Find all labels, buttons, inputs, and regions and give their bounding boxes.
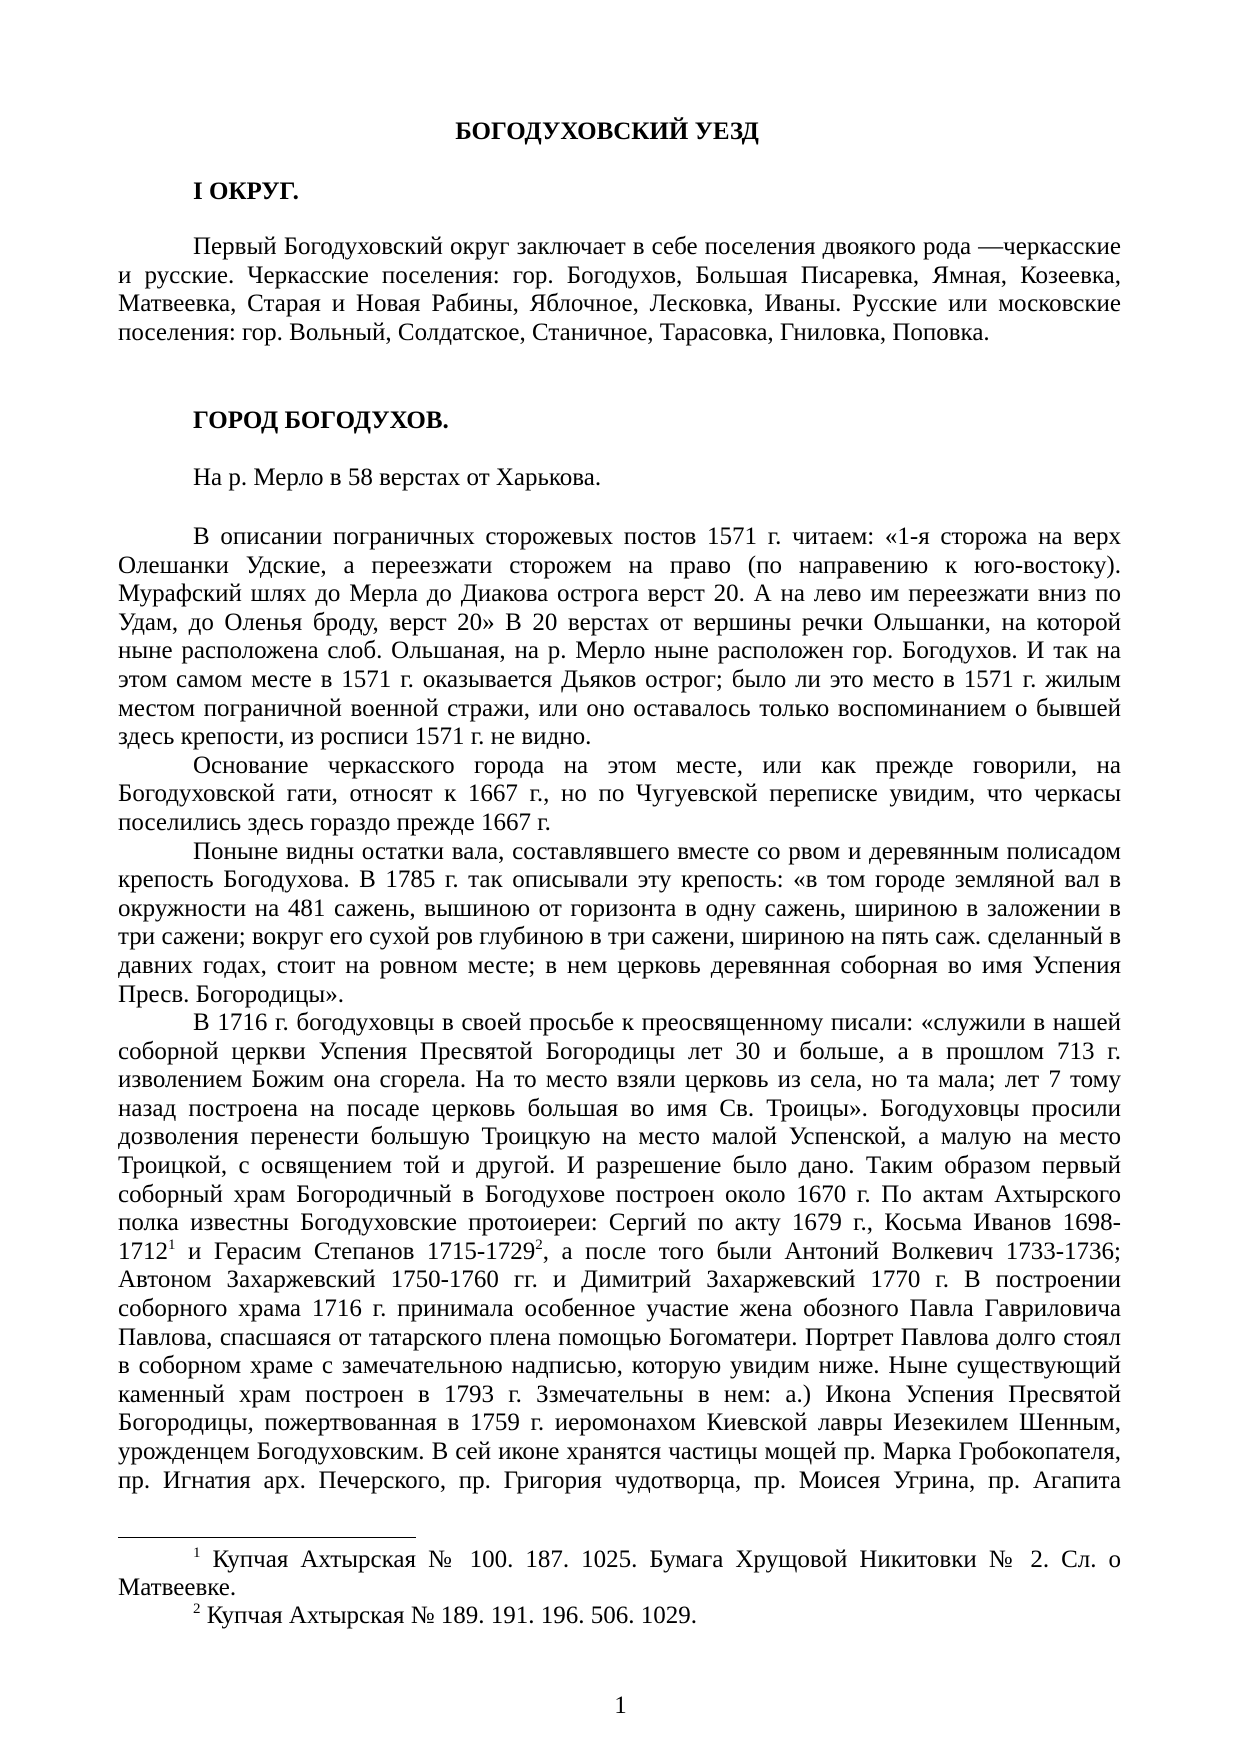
footnote-separator xyxy=(118,1537,416,1538)
paragraph-continued xyxy=(118,1009,1121,1495)
paragraph: Основание черкасского города на этом месте, или как прежде говорили, на Богодуховской гати, относят к 1667 г., но по Чугуевской переписке увидим, что черкасы поселились здесь гораздо прежде 1667 г. xyxy=(118,751,1121,836)
footnote-mark: 2 xyxy=(193,1601,201,1617)
footnote-mark: 1 xyxy=(193,1545,201,1561)
paragraph-text: и Герасим Степанов 1715-1729 xyxy=(175,1237,536,1265)
location-line: На р. Мерло в 58 верстах от Харькова. xyxy=(193,464,602,491)
paragraph-text: , а после того были Антоний Волкевич 1733-1736; Автоном Захаржевский 1750-1760 гг. и Димитрий Захаржевский 1770 г. В построении соборного храма 1716 г. принимала особенное участие жена обозного Павла Гавриловича Павлова, спасшаяся от татарского плена помощью Богоматери. Портрет Павлова долго стоял в соборном храме с замечательною надписью, которую увидим ниже. Ныне существующий каменный храм построен в 1793 г. Ззмечательны в нем: а.) Икона Успения Пресвятой Богородицы, пожертвованная в 1759 г. иеромонахом Киевской лавры Иезекилем Шенным, урожденцем Богодуховским. В сей иконе хранятся частицы мощей пр. Марка Гробокопателя, пр. Игнатия арх. Печерского, пр. Григория чудотворца, пр. Моисея Угрина, пр. Агапита xyxy=(118,1237,1122,1494)
page-number: 1 xyxy=(614,1692,627,1719)
intro-block xyxy=(118,233,1121,347)
location-block xyxy=(118,464,1121,493)
intro-paragraph: Первый Богодуховский округ заключает в себе поселения двоякого рода —черкасские и русские. Черкасские поселения: гор. Богодухов, Большая Писаревка, Ямная, Козеевка, Матвеевка, Старая и Новая Рабины, Яблочное, Лесковка, Иваны. Русские или московские поселения: гор. Вольный, Солдатское, Станичное, Тарасовка, Гниловка, Поповка. xyxy=(118,233,1121,346)
body-text xyxy=(118,523,1121,1495)
footnote xyxy=(118,1602,1121,1630)
paragraph: Поныне видны остатки вала, составлявшего вместе со рвом и деревянным полисадом крепость Богодухова. В 1785 г. так описывали эту крепость: «в том городе земляной вал в окружности на 481 сажень, вышиною от горизонта в одну сажень, шириною в заложении в три сажени; вокруг его сухой ров глубиною в три сажени, шириною на пять саж. сделанный в давних годах, стоит на ровном месте; в нем церковь деревянная соборная во имя Успения Пресв. Богородицы». xyxy=(118,837,1121,1008)
paragraph: В описании пограничных сторожевых постов 1571 г. читаем: «1-я сторожа на верх Олешанки Удские, а переезжати сторожем на право (по направению к юго-востоку). Мурафский шлях до Мерла до Диакова острога верст 20. А на лево им переезжати вниз по Удам, до Оленья броду, верст 20» В 20 верстах от вершины речки Ольшанки, на которой ныне расположена слоб. Ольшаная, на р. Мерло ныне расположен гор. Богодухов. И так на этом самом месте в 1571 г. оказывается Дьяков острог; было ли это место в 1571 г. жилым местом пограничной военной стражи, или оно оставалось только воспоминанием о бывшей здесь крепости, из росписи 1571 г. не видно. xyxy=(118,523,1121,751)
footnote-ref[interactable]: 2 xyxy=(535,1236,543,1253)
footnote-text: Купчая Ахтырская № 189. 191. 196. 506. 1029. xyxy=(200,1602,698,1629)
footnote-ref[interactable]: 1 xyxy=(168,1236,176,1253)
footnote-text: Купчая Ахтырская № 100. 187. 1025. Бумага Хрущовой Никитовки № 2. Сл. о Матвеевке. xyxy=(118,1546,1121,1601)
paragraph-text: В 1716 г. богодуховцы в своей просьбе к преосвященному писали: «служили в нашей соборной церкви Успения Пресвятой Богородицы лет 30 и больше, а в прошлом 713 г. изволением Божим она сгорела. На то место взяли церковь из села, но та мала; лет 7 тому назад построена на посаде церковь большая во имя Св. Троицы». Богодуховцы просили дозволения перенести большую Троицкую на место малой Успенской, а малую на место Троицкой, с освящением той и другой. И разрешение было дано. Таким образом первый соборный храм Богородичный в Богодухове построен около 1670 г. По актам Ахтырского полка известны Богодуховские протоиереи: Сергий по акту 1679 г., Косьма Иванов 1698-1712 xyxy=(118,1009,1121,1265)
city-heading: ГОРОД БОГОДУХОВ. xyxy=(193,407,449,434)
footnote xyxy=(118,1546,1121,1602)
footnotes xyxy=(118,1546,1121,1630)
section-heading: I ОКРУГ. xyxy=(193,178,299,205)
document-title: БОГОДУХОВСКИЙ УЕЗД xyxy=(455,118,759,145)
